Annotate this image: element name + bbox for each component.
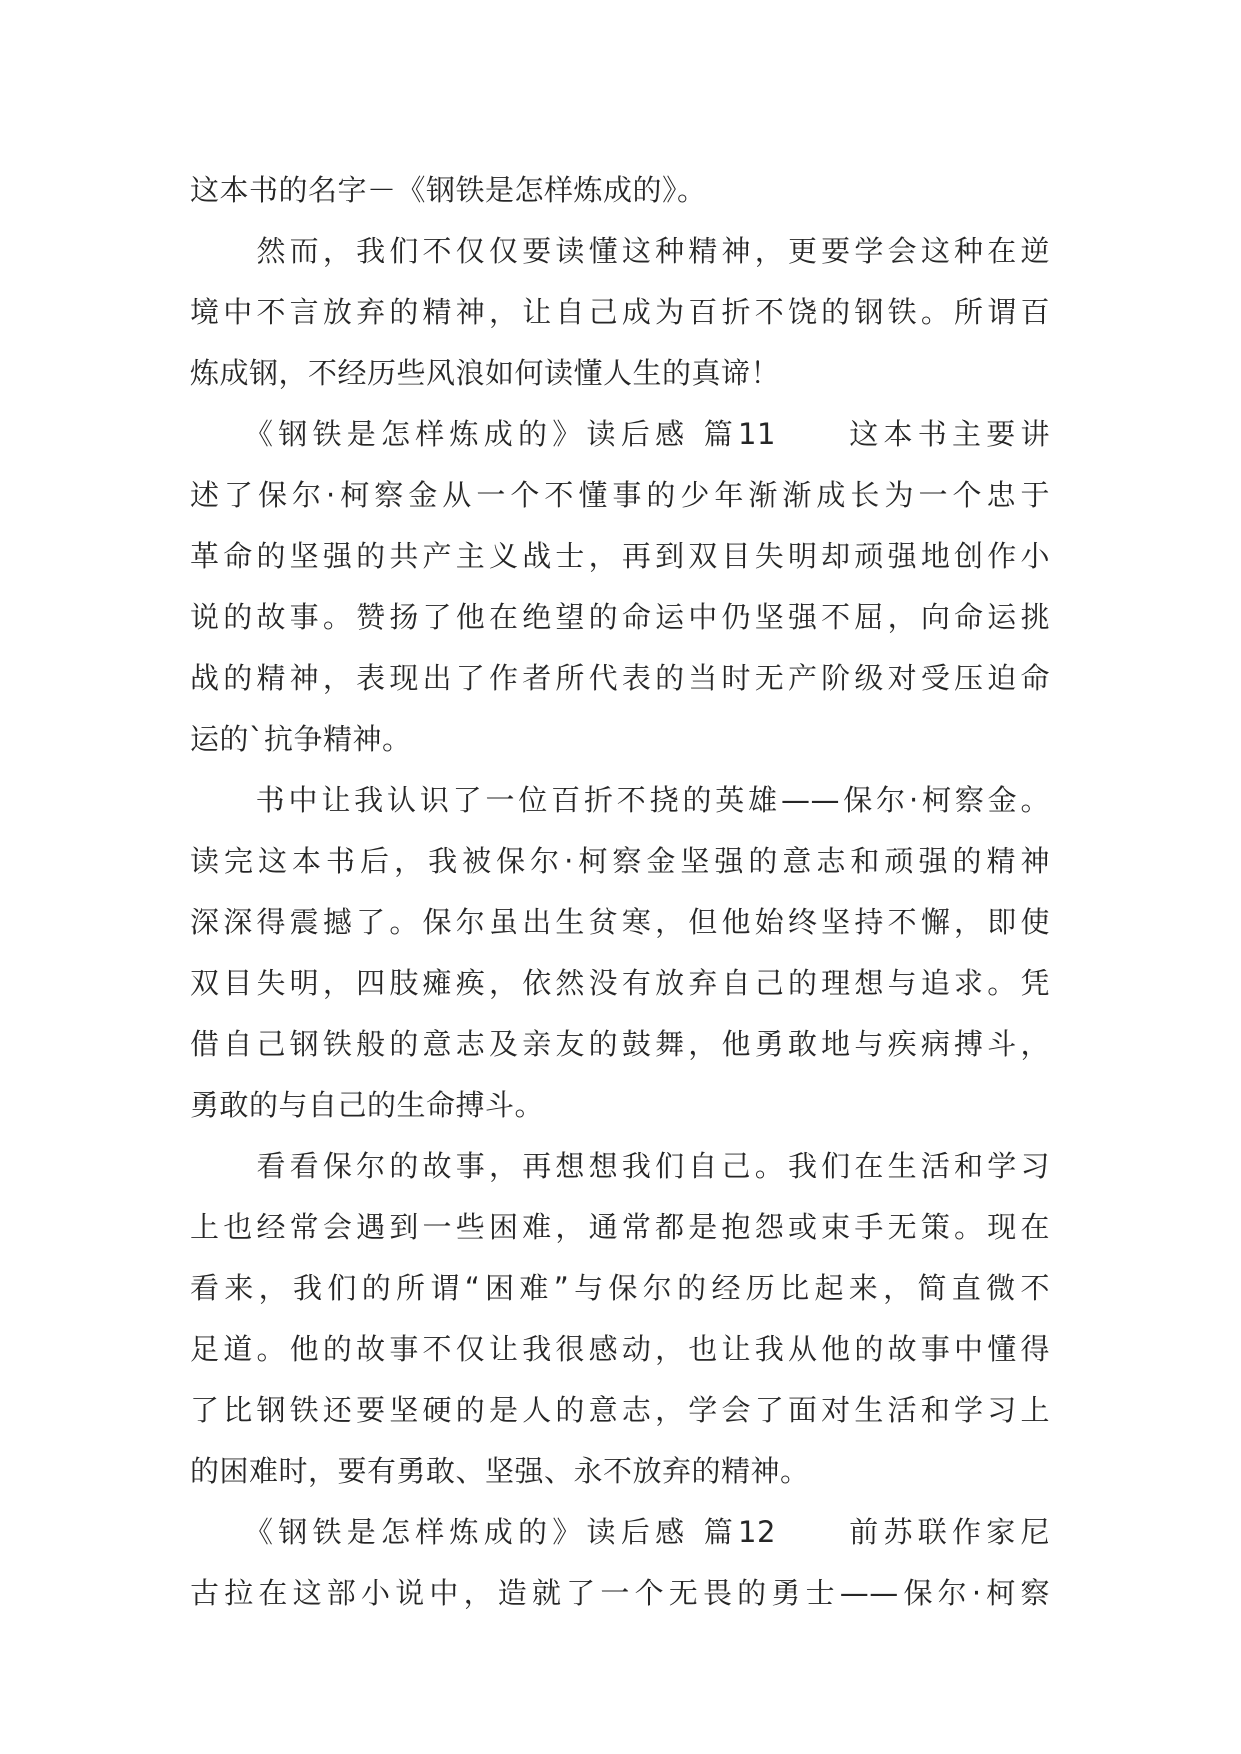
text-line: 足道。他的故事不仅让我很感动，也让我从他的故事中懂得 <box>190 1332 1050 1366</box>
text-line: 炼成钢，不经历些风浪如何读懂人生的真谛！ <box>190 356 781 390</box>
text-line: 双目失明，四肢瘫痪，依然没有放弃自己的理想与追求。凭 <box>190 966 1050 1000</box>
text-line: 境中不言放弃的精神，让自己成为百折不饶的钢铁。所谓百 <box>190 295 1050 329</box>
text-line: 读完这本书后，我被保尔·柯察金坚强的意志和顽强的精神 <box>190 844 1050 878</box>
text-line: 的困难时，要有勇敢、坚强、永不放弃的精神。 <box>190 1454 810 1488</box>
text-line: 然而，我们不仅仅要读懂这种精神，更要学会这种在逆 <box>190 234 1050 268</box>
text-line: 看看保尔的故事，再想想我们自己。我们在生活和学习 <box>190 1149 1050 1183</box>
text-line: 古拉在这部小说中，造就了一个无畏的勇士——保尔·柯察 <box>190 1576 1050 1610</box>
text-line: 《钢铁是怎样炼成的》读后感 篇11 这本书主要讲 <box>190 417 1050 451</box>
text-line: 说的故事。赞扬了他在绝望的命运中仍坚强不屈，向命运挑 <box>190 600 1050 634</box>
text-line: 《钢铁是怎样炼成的》读后感 篇12 前苏联作家尼 <box>190 1515 1050 1549</box>
text-line: 深深得震撼了。保尔虽出生贫寒，但他始终坚持不懈，即使 <box>190 905 1050 939</box>
text-line: 看来，我们的所谓“困难”与保尔的经历比起来，简直微不 <box>190 1271 1050 1305</box>
text-line: 革命的坚强的共产主义战士，再到双目失明却顽强地创作小 <box>190 539 1050 573</box>
text-line: 了比钢铁还要坚硬的是人的意志，学会了面对生活和学习上 <box>190 1393 1050 1427</box>
document-body <box>190 160 1050 1624</box>
text-line: 述了保尔·柯察金从一个不懂事的少年渐渐成长为一个忠于 <box>190 478 1050 512</box>
text-line: 上也经常会遇到一些困难，通常都是抱怨或束手无策。现在 <box>190 1210 1050 1244</box>
text-line: 战的精神，表现出了作者所代表的当时无产阶级对受压迫命 <box>190 661 1050 695</box>
text-line: 勇敢的与自己的生命搏斗。 <box>190 1088 545 1122</box>
text-line: 这本书的名字－《钢铁是怎样炼成的》。 <box>190 173 707 207</box>
text-line: 书中让我认识了一位百折不挠的英雄——保尔·柯察金。 <box>190 783 1050 817</box>
text-line: 运的`抗争精神。 <box>190 722 412 756</box>
text-line: 借自己钢铁般的意志及亲友的鼓舞，他勇敢地与疾病搏斗， <box>190 1027 1050 1061</box>
